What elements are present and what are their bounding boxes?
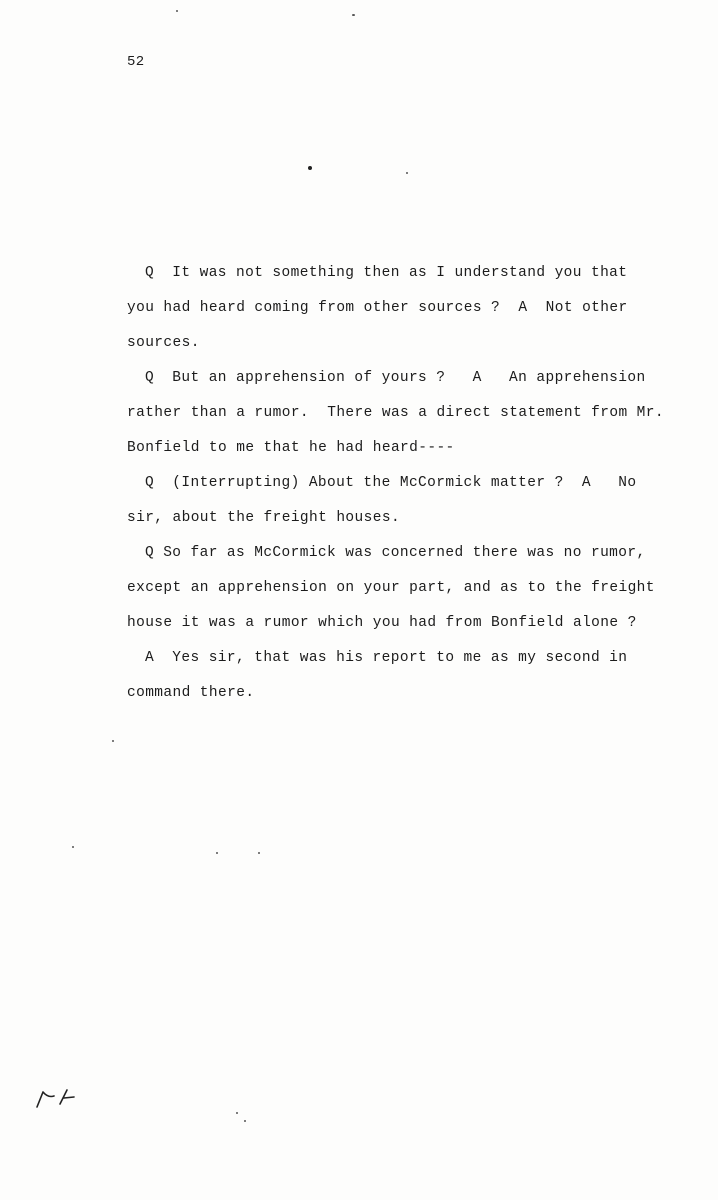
handwritten-mark [34, 1086, 80, 1110]
paper-speck [236, 1112, 238, 1114]
text-line: A Yes sir, that was his report to me as my second in [145, 650, 628, 666]
text-line: Bonfield to me that he had heard---- [127, 440, 455, 456]
paper-speck [406, 172, 408, 174]
page-number: 52 [127, 54, 145, 70]
paper-speck [72, 846, 74, 848]
paper-speck [176, 10, 178, 12]
text-line: command there. [127, 685, 255, 701]
text-line: you had heard coming from other sources ? A Not other [127, 300, 628, 316]
text-line: sir, about the freight houses. [127, 510, 401, 526]
text-line: Q But an apprehension of yours ? A An apprehension [145, 370, 646, 386]
text-line: rather than a rumor. There was a direct statement from Mr. [127, 405, 664, 421]
paper-speck [244, 1120, 246, 1122]
text-line: Q It was not something then as I understand you that [145, 265, 628, 281]
paper-speck [258, 852, 260, 854]
paper-speck [308, 166, 312, 170]
paper-speck [112, 740, 114, 742]
text-line: Q So far as McCormick was concerned there was no rumor, [145, 545, 646, 561]
paper-speck [216, 852, 218, 854]
text-line: except an apprehension on your part, and as to the freight [127, 580, 655, 596]
text-line: house it was a rumor which you had from Bonfield alone ? [127, 615, 637, 631]
paper-speck [352, 14, 355, 16]
text-line: sources. [127, 335, 200, 351]
text-line: Q (Interrupting) About the McCormick matter ? A No [145, 475, 637, 491]
